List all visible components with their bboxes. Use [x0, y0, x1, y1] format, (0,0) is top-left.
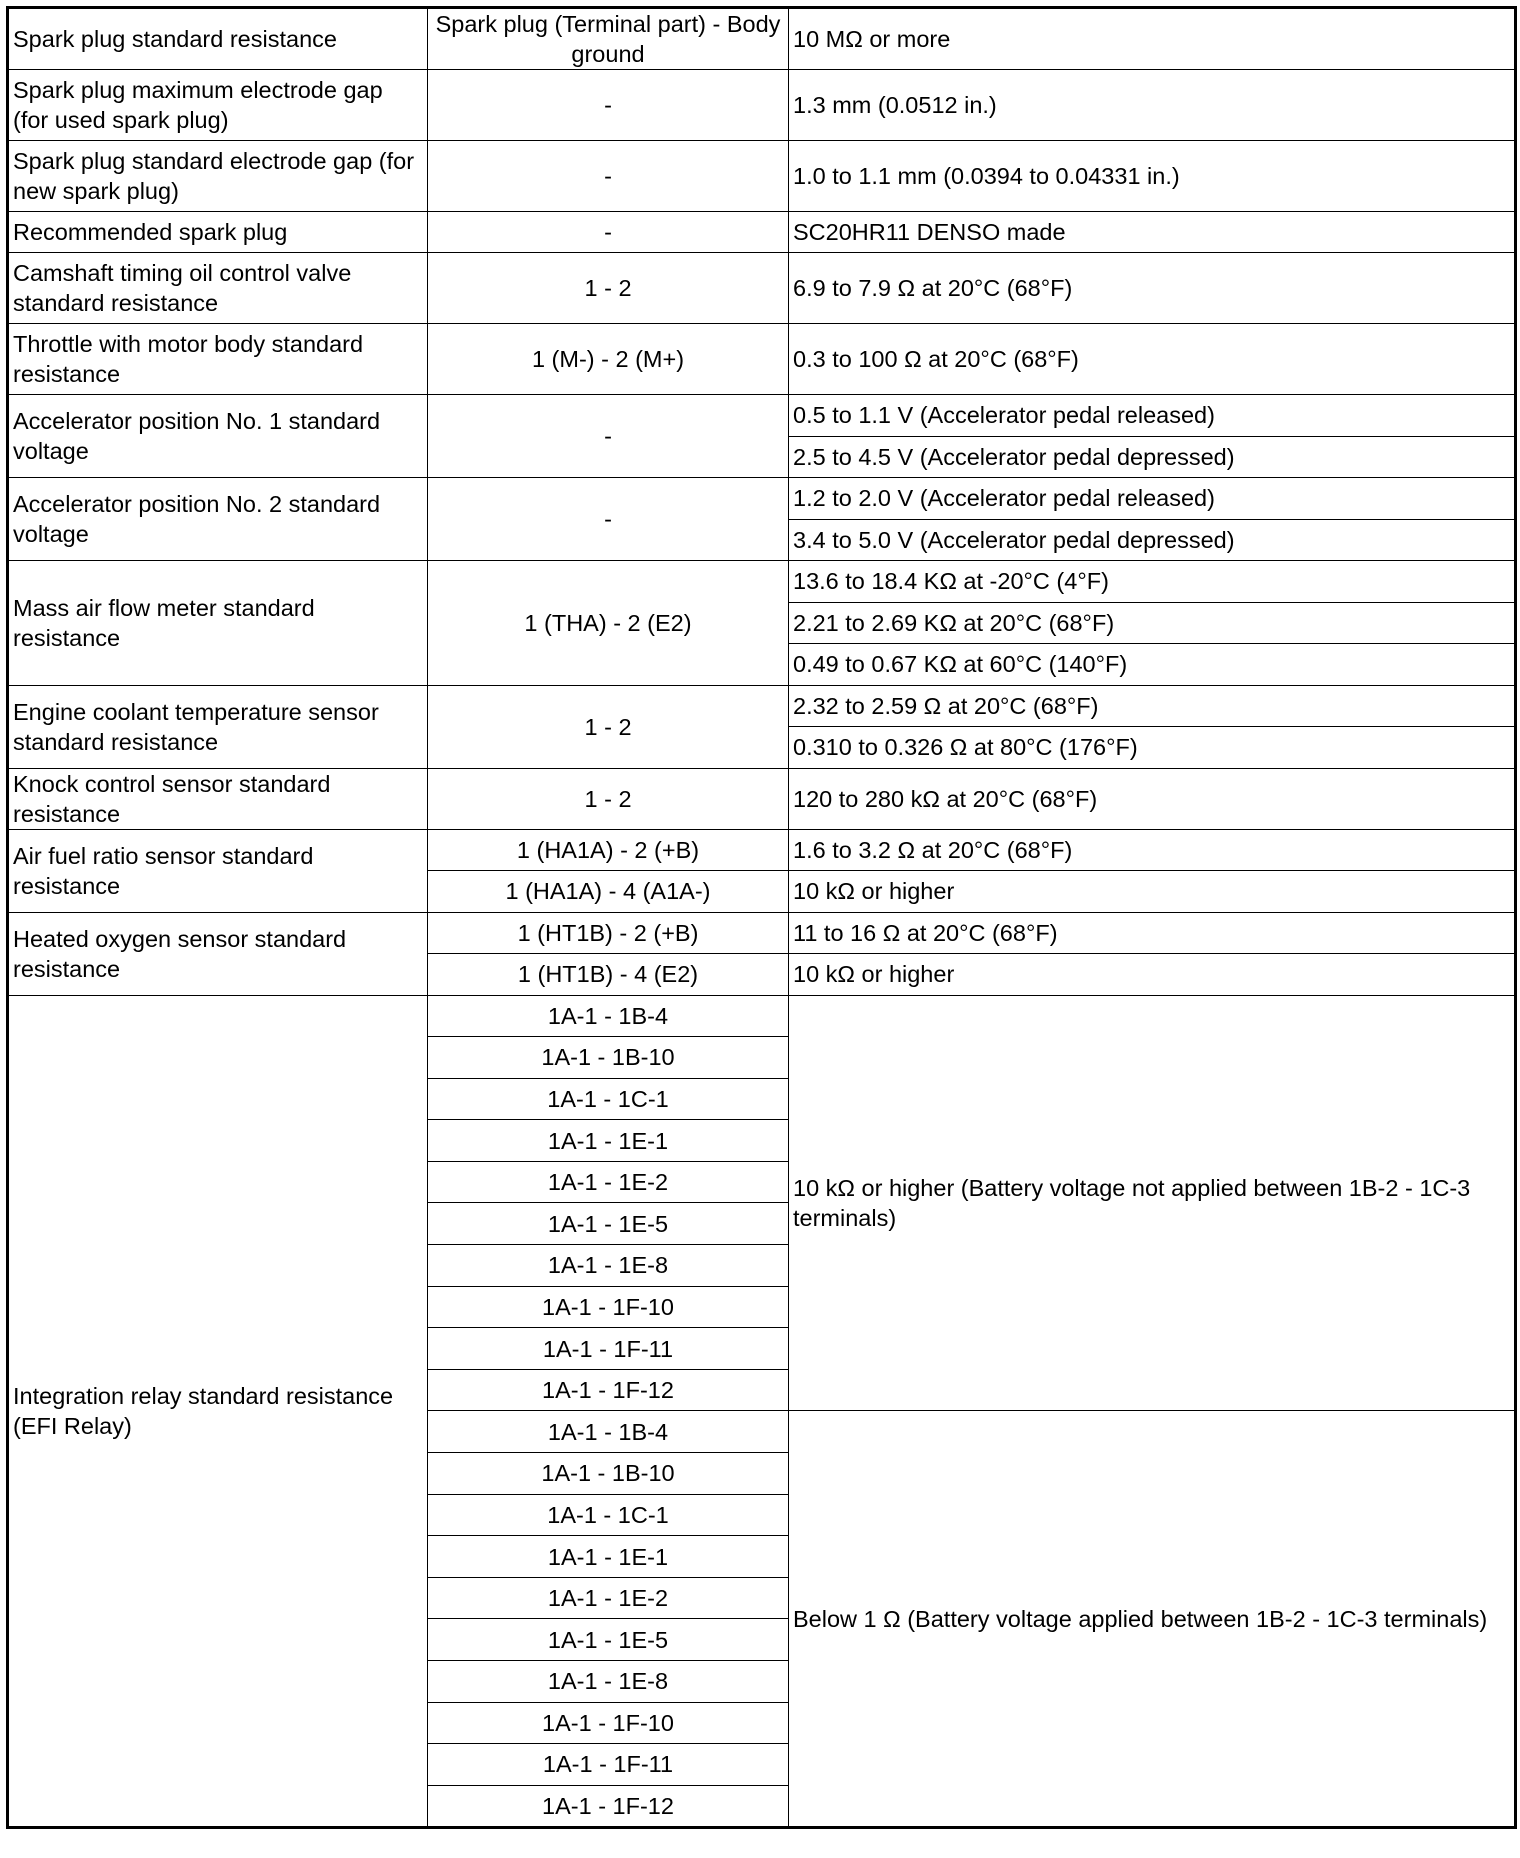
terminal-cell: 1 (M-) - 2 (M+): [428, 324, 789, 395]
item-cell: Air fuel ratio sensor standard resistance: [8, 829, 428, 912]
condition-cell: 10 kΩ or higher: [789, 871, 1516, 913]
terminal-cell: 1 (HT1B) - 2 (+B): [428, 912, 789, 954]
condition-cell: 120 to 280 kΩ at 20°C (68°F): [789, 768, 1516, 829]
item-cell: Mass air flow meter standard resistance: [8, 561, 428, 686]
terminal-cell: 1A-1 - 1B-10: [428, 1037, 789, 1079]
terminal-cell: 1A-1 - 1F-12: [428, 1785, 789, 1828]
item-cell: Spark plug standard resistance: [8, 8, 428, 70]
table-row: [8, 995, 1516, 1037]
terminal-cell: 1A-1 - 1E-8: [428, 1661, 789, 1703]
item-cell: Spark plug maximum electrode gap (for used spark plug): [8, 70, 428, 141]
table-row: [8, 212, 1516, 253]
terminal-cell: 1A-1 - 1E-1: [428, 1120, 789, 1162]
terminal-cell: 1A-1 - 1F-12: [428, 1369, 789, 1411]
specification-table: [6, 6, 1517, 1829]
terminal-cell: Spark plug (Terminal part) - Body ground: [428, 8, 789, 70]
condition-cell: 3.4 to 5.0 V (Accelerator pedal depressed): [789, 519, 1516, 561]
terminal-cell: 1A-1 - 1E-5: [428, 1619, 789, 1661]
table-row: [8, 912, 1516, 954]
condition-cell: 0.49 to 0.67 KΩ at 60°C (140°F): [789, 644, 1516, 686]
table-row: [8, 324, 1516, 395]
terminal-cell: 1A-1 - 1C-1: [428, 1494, 789, 1536]
terminal-cell: 1 (HT1B) - 4 (E2): [428, 954, 789, 996]
condition-cell: Below 1 Ω (Battery voltage applied between 1B-2 - 1C-3 terminals): [789, 1411, 1516, 1828]
terminal-cell: 1 - 2: [428, 768, 789, 829]
terminal-cell: -: [428, 212, 789, 253]
terminal-cell: -: [428, 478, 789, 561]
terminal-cell: -: [428, 395, 789, 478]
item-cell: Heated oxygen sensor standard resistance: [8, 912, 428, 995]
terminal-cell: 1A-1 - 1E-5: [428, 1203, 789, 1245]
terminal-cell: -: [428, 141, 789, 212]
condition-cell: SC20HR11 DENSO made: [789, 212, 1516, 253]
condition-cell: 2.21 to 2.69 KΩ at 20°C (68°F): [789, 602, 1516, 644]
condition-cell: 2.32 to 2.59 Ω at 20°C (68°F): [789, 685, 1516, 727]
condition-cell: 10 kΩ or higher (Battery voltage not applied between 1B-2 - 1C-3 terminals): [789, 995, 1516, 1411]
terminal-cell: 1A-1 - 1F-10: [428, 1286, 789, 1328]
terminal-cell: 1A-1 - 1F-11: [428, 1744, 789, 1786]
table-row: [8, 478, 1516, 520]
condition-cell: 0.310 to 0.326 Ω at 80°C (176°F): [789, 727, 1516, 769]
item-cell: Knock control sensor standard resistance: [8, 768, 428, 829]
condition-cell: 1.3 mm (0.0512 in.): [789, 70, 1516, 141]
condition-cell: 11 to 16 Ω at 20°C (68°F): [789, 912, 1516, 954]
terminal-cell: 1 (THA) - 2 (E2): [428, 561, 789, 686]
condition-cell: 13.6 to 18.4 KΩ at -20°C (4°F): [789, 561, 1516, 603]
condition-cell: 0.5 to 1.1 V (Accelerator pedal released): [789, 395, 1516, 437]
table-row: [8, 8, 1516, 70]
terminal-cell: 1 (HA1A) - 2 (+B): [428, 829, 789, 871]
item-cell: Accelerator position No. 2 standard voltage: [8, 478, 428, 561]
condition-cell: 1.0 to 1.1 mm (0.0394 to 0.04331 in.): [789, 141, 1516, 212]
terminal-cell: 1A-1 - 1E-2: [428, 1577, 789, 1619]
specification-table-body: [8, 8, 1516, 1828]
terminal-cell: 1A-1 - 1F-10: [428, 1702, 789, 1744]
item-cell: Engine coolant temperature sensor standard resistance: [8, 685, 428, 768]
table-row: [8, 253, 1516, 324]
terminal-cell: 1A-1 - 1F-11: [428, 1328, 789, 1370]
item-cell: Integration relay standard resistance (EFI Relay): [8, 995, 428, 1828]
condition-cell: 0.3 to 100 Ω at 20°C (68°F): [789, 324, 1516, 395]
condition-cell: 1.2 to 2.0 V (Accelerator pedal released): [789, 478, 1516, 520]
item-cell: Throttle with motor body standard resistance: [8, 324, 428, 395]
terminal-cell: 1A-1 - 1E-8: [428, 1245, 789, 1287]
terminal-cell: 1A-1 - 1B-4: [428, 1411, 789, 1453]
table-row: [8, 768, 1516, 829]
item-cell: Accelerator position No. 1 standard voltage: [8, 395, 428, 478]
terminal-cell: 1 - 2: [428, 253, 789, 324]
terminal-cell: 1A-1 - 1E-2: [428, 1161, 789, 1203]
item-cell: Camshaft timing oil control valve standard resistance: [8, 253, 428, 324]
condition-cell: 6.9 to 7.9 Ω at 20°C (68°F): [789, 253, 1516, 324]
terminal-cell: 1A-1 - 1B-4: [428, 995, 789, 1037]
condition-cell: 10 kΩ or higher: [789, 954, 1516, 996]
item-cell: Spark plug standard electrode gap (for new spark plug): [8, 141, 428, 212]
table-row: [8, 395, 1516, 437]
terminal-cell: -: [428, 70, 789, 141]
condition-cell: 10 MΩ or more: [789, 8, 1516, 70]
table-row: [8, 141, 1516, 212]
table-row: [8, 685, 1516, 727]
condition-cell: 1.6 to 3.2 Ω at 20°C (68°F): [789, 829, 1516, 871]
terminal-cell: 1A-1 - 1C-1: [428, 1078, 789, 1120]
terminal-cell: 1 (HA1A) - 4 (A1A-): [428, 871, 789, 913]
table-row: [8, 829, 1516, 871]
terminal-cell: 1A-1 - 1E-1: [428, 1536, 789, 1578]
item-cell: Recommended spark plug: [8, 212, 428, 253]
condition-cell: 2.5 to 4.5 V (Accelerator pedal depressed): [789, 436, 1516, 478]
terminal-cell: 1 - 2: [428, 685, 789, 768]
table-row: [8, 70, 1516, 141]
table-row: [8, 561, 1516, 603]
terminal-cell: 1A-1 - 1B-10: [428, 1453, 789, 1495]
